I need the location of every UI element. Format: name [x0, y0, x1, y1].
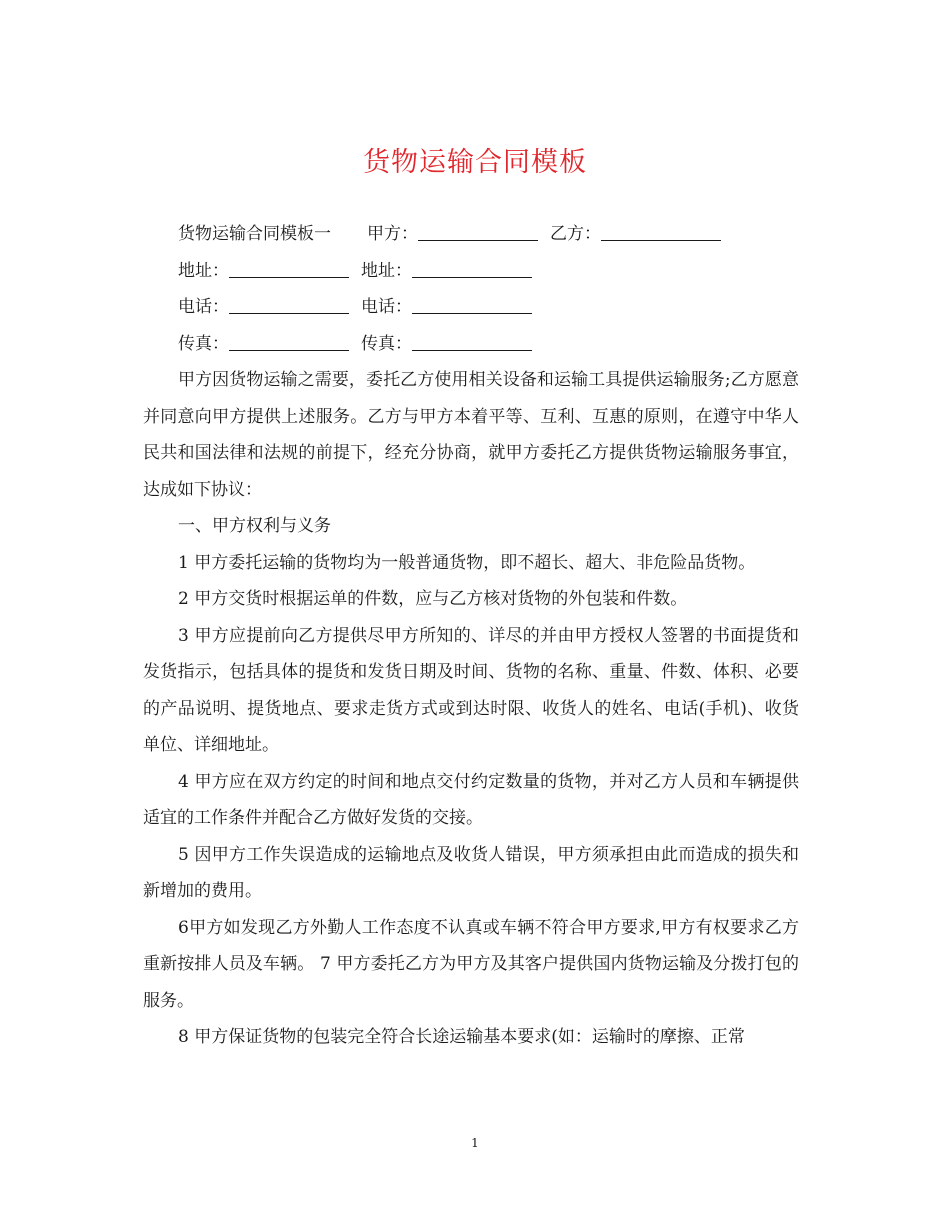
header-row-fax [143, 326, 799, 363]
header-row-parties [143, 216, 799, 253]
fax-b-label: 传真： [361, 333, 412, 354]
fax-a-label: 传真： [178, 333, 229, 354]
address-b-label: 地址： [361, 260, 412, 281]
fax-b-blank [412, 330, 532, 351]
phone-a-label: 电话： [178, 297, 229, 317]
header-row-address [143, 253, 799, 290]
phone-b-blank [412, 293, 532, 314]
fax-a-blank [229, 330, 349, 351]
page-number: 1 [471, 1136, 479, 1150]
party-b-label: 乙方： [550, 224, 601, 244]
clause-3: 3 甲方应提前向乙方提供尽甲方所知的、详尽的并由甲方授权人签署的书面提货和发货指示，包括具体的提货和发货日期及时间、货物的名称、重量、件数、体积、必要的产品说明、提货地点、要求走货方式或到达时限、收货人的姓名、电话(手机)、收货单位、详细地址。 [143, 625, 799, 755]
phone-a-blank [229, 293, 349, 314]
phone-b-label: 电话： [361, 297, 412, 317]
preamble-paragraph: 甲方因货物运输之需要，委托乙方使用相关设备和运输工具提供运输服务;乙方愿意并同意向甲方提供上述服务。乙方与甲方本着平等、互利、互惠的原则，在遵守中华人民共和国法律和法规的前提下，经充分协商，就甲方委托乙方提供货物运输服务事宜，达成如下协议： [143, 370, 799, 500]
party-a-label: 甲方： [367, 224, 418, 244]
clause-6-7: 6甲方如发现乙方外勤人工作态度不认真或车辆不符合甲方要求,甲方有权要求乙方重新按排人员及车辆。 7 甲方委托乙方为甲方及其客户提供国内货物运输及分拨打包的服务。 [143, 917, 799, 1011]
clause-5: 5 因甲方工作失误造成的运输地点及收货人错误，甲方须承担由此而造成的损失和新增加的费用。 [143, 844, 799, 901]
document-body [143, 216, 799, 1056]
clause-4: 4 甲方应在双方约定的时间和地点交付约定数量的货物，并对乙方人员和车辆提供适宜的工作条件并配合乙方做好发货的交接。 [143, 771, 799, 828]
clause-8: 8 甲方保证货物的包装完全符合长途运输基本要求(如：运输时的摩擦、正常 [178, 1027, 745, 1047]
header-row-phone [143, 289, 799, 326]
template-label: 货物运输合同模板一 [178, 224, 331, 244]
party-a-blank [418, 220, 538, 241]
section-heading: 一、甲方权利与义务 [178, 516, 331, 536]
document-title: 货物运输合同模板 [363, 147, 587, 178]
address-b-blank [412, 257, 532, 278]
address-a-blank [229, 257, 349, 278]
clause-2: 2 甲方交货时根据运单的件数，应与乙方核对货物的外包装和件数。 [178, 589, 688, 609]
address-a-label: 地址： [178, 260, 229, 281]
party-b-blank [601, 220, 721, 241]
clause-1: 1 甲方委托运输的货物均为一般普通货物，即不超长、超大、非危险品货物。 [178, 552, 756, 573]
